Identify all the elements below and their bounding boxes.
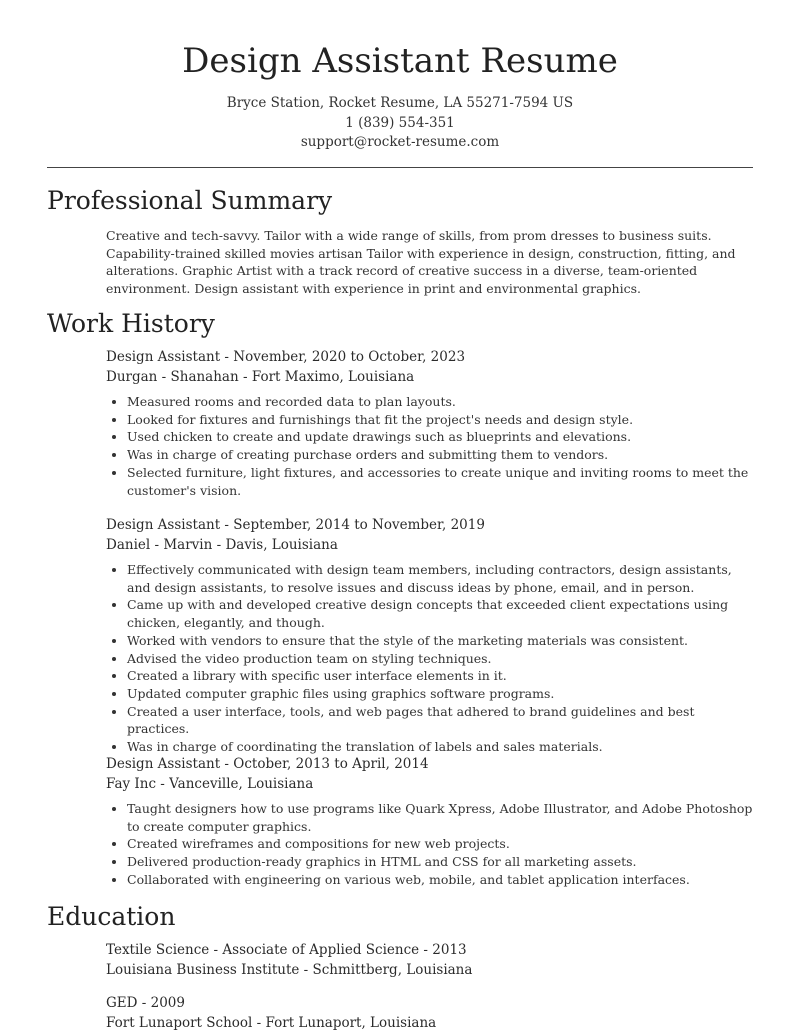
job-bullet: • Was in charge of coordinating the translation of labels and sales materials. [127, 738, 756, 756]
job-company-line: Daniel - Marvin - Davis, Louisiana [106, 536, 338, 553]
contact-address: Bryce Station, Rocket Resume, LA 55271-7594 US [226, 95, 574, 111]
contact-email: support@rocket-resume.com [300, 134, 500, 150]
job-bullet: • Taught designers how to use programs like Quark Xpress, Adobe Illustrator, and Adobe Photoshop to create computer graphics. [127, 800, 756, 835]
degree-line: Textile Science - Associate of Applied Science - 2013 [106, 942, 467, 958]
resume-header [0, 0, 800, 153]
job-bullet: • Delivered production-ready graphics in HTML and CSS for all marketing assets. [127, 853, 756, 871]
job-entry-2 [106, 516, 756, 756]
contact-block [0, 94, 800, 153]
job-bullet: • Selected furniture, light fixtures, and accessories to create unique and inviting rooms to meet the customer's vision. [127, 464, 756, 499]
job-entry-3 [106, 755, 756, 889]
job-title-line: Design Assistant - October, 2013 to April, 2014 [106, 756, 429, 772]
summary-heading: Professional Summary [47, 186, 333, 215]
education-entry-1 [106, 941, 756, 980]
contact-phone: 1 (839) 554-351 [345, 114, 455, 131]
job-bullet: • Was in charge of creating purchase orders and submitting them to vendors. [127, 446, 756, 464]
job-company-line: Fay Inc - Vanceville, Louisiana [106, 775, 314, 792]
job-bullet: • Came up with and developed creative design concepts that exceeded client expectations using chicken, elegantly, and though. [127, 596, 756, 631]
job-bullet: • Used chicken to create and update drawings such as blueprints and elevations. [127, 428, 756, 446]
job-bullet: • Advised the video production team on styling techniques. [127, 650, 756, 668]
job-bullet: • Looked for fixtures and furnishings that fit the project's needs and design style. [127, 411, 756, 429]
degree-line: GED - 2009 [106, 995, 185, 1011]
job-bullet-list [106, 561, 756, 756]
job-bullet: • Updated computer graphic files using graphics software programs. [127, 685, 756, 703]
job-bullet: • Worked with vendors to ensure that the style of the marketing materials was consistent. [127, 632, 756, 650]
job-bullet-list [106, 393, 756, 499]
summary-text: Creative and tech-savvy. Tailor with a wide range of skills, from prom dresses to business suits. Capability-trained skilled movies artisan Tailor with experience in design, construction, fitting, and alterations. Graphic Artist with a track record of creative success in a diverse, team-oriented environment. Design assistant with experience in print and environmental graphics. [106, 228, 736, 297]
job-bullet: • Created a user interface, tools, and web pages that adhered to brand guidelines and best practices. [127, 703, 756, 738]
school-line: Fort Lunaport School - Fort Lunaport, Louisiana [106, 1014, 437, 1031]
education-heading: Education [47, 902, 176, 931]
header-divider [47, 167, 753, 168]
work-history-heading: Work History [47, 309, 215, 338]
job-bullet: • Measured rooms and recorded data to plan layouts. [127, 393, 756, 411]
summary-section [106, 227, 756, 298]
job-bullet: • Collaborated with engineering on various web, mobile, and tablet application interfaces. [127, 871, 756, 889]
education-entry-2 [106, 994, 756, 1033]
job-bullet: • Effectively communicated with design team members, including contractors, design assistants, and design assistants, to resolve issues and discuss ideas by phone, email, and in person. [127, 561, 756, 596]
job-title-line: Design Assistant - September, 2014 to November, 2019 [106, 517, 485, 533]
job-entry-1 [106, 348, 756, 499]
job-company-line: Durgan - Shanahan - Fort Maximo, Louisiana [106, 368, 415, 385]
job-title-line: Design Assistant - November, 2020 to October, 2023 [106, 349, 466, 365]
job-bullet: • Created wireframes and compositions for new web projects. [127, 835, 756, 853]
page-title: Design Assistant Resume [182, 41, 618, 81]
job-bullet-list [106, 800, 756, 889]
school-line: Louisiana Business Institute - Schmittberg, Louisiana [106, 961, 473, 978]
job-bullet: • Created a library with specific user interface elements in it. [127, 667, 756, 685]
